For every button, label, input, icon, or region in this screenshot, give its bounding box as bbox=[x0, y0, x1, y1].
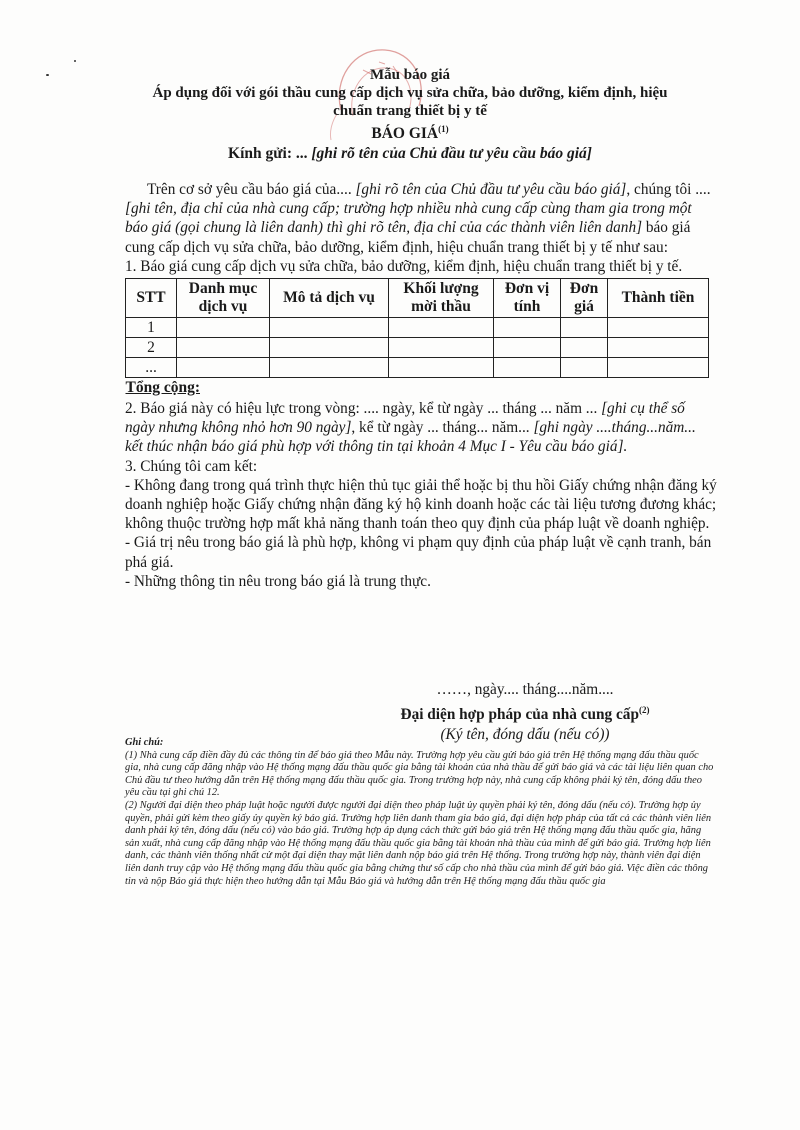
legal-representative: Đại diện hợp pháp của nhà cung cấp$^{(2)}$ bbox=[400, 705, 650, 724]
form-subtitle-line2: chuẩn trang thiết bị y tế bbox=[333, 103, 487, 119]
section-2-validity: 2. Báo giá này có hiệu lực trong vòng: .... ngày, kể từ ngày ... tháng ... năm ... [ghi cụ thể số ngày nhưng không nhỏ hơn 90 ngày], kể từ ngày ... tháng... năm... [ghi ngày ....tháng...năm... kết thúc nhận báo giá phù hợp với thông tin tại khoản 4 Mục I - Yêu cầu báo giá]. bbox=[125, 400, 696, 456]
quote-heading: BÁO GIÁ$^{(1)}$ bbox=[371, 124, 449, 143]
col-unit: Đơn vị tính bbox=[494, 279, 561, 318]
row-number: 1 bbox=[126, 318, 177, 338]
col-total-amount: Thành tiền bbox=[608, 279, 709, 318]
col-service-category: Danh mục dịch vụ bbox=[177, 279, 270, 318]
quote-table bbox=[125, 278, 709, 397]
commitment-item-1: - Không đang trong quá trình thực hiện thủ tục giải thể hoặc bị thu hồi Giấy chứng nhận đăng ký doanh nghiệp hoặc Giấy chứng nhận đăng ký hộ kinh doanh hoặc các tài liệu tương đương khác; không thuộc trường hợp mất khả năng thanh toán theo quy định của pháp luật về doanh nghiệp. bbox=[125, 476, 717, 533]
document-body bbox=[125, 180, 717, 591]
row-number: ... bbox=[126, 358, 177, 378]
sign-instruction: (Ký tên, đóng dấu (nếu có)) bbox=[440, 726, 610, 744]
table-header-row bbox=[126, 279, 709, 318]
table-row bbox=[126, 338, 709, 358]
section-1-heading: 1. Báo giá cung cấp dịch vụ sửa chữa, bảo dưỡng, kiểm định, hiệu chuẩn trang thiết bị y tế. bbox=[125, 257, 683, 275]
row-number: 2 bbox=[126, 338, 177, 358]
signature-block bbox=[330, 680, 720, 745]
commitment-item-3: - Những thông tin nêu trong báo giá là trung thực. bbox=[125, 572, 431, 590]
table-row bbox=[126, 318, 709, 338]
commitment-item-2: - Giá trị nêu trong báo giá là phù hợp, không vi phạm quy định của pháp luật về cạnh tranh, bán phá giá. bbox=[125, 534, 712, 571]
date-line: ……, ngày.... tháng....năm.... bbox=[436, 681, 614, 698]
form-subtitle-line1: Áp dụng đối với gói thầu cung cấp dịch vụ sửa chữa, bảo dưỡng, kiểm định, hiệu bbox=[152, 85, 668, 101]
table-row bbox=[126, 358, 709, 378]
col-unit-price: Đơn giá bbox=[561, 279, 608, 318]
col-invited-volume: Khối lượng mời thầu bbox=[389, 279, 494, 318]
form-title: Mẫu báo giá bbox=[369, 67, 450, 83]
scan-speck bbox=[74, 60, 76, 62]
notes-section bbox=[125, 737, 717, 888]
notes-heading: Ghi chú: bbox=[125, 737, 164, 748]
section-3-heading: 3. Chúng tôi cam kết: bbox=[125, 457, 258, 475]
table-total-row bbox=[126, 378, 709, 398]
intro-paragraph: Trên cơ sở yêu cầu báo giá của.... [ghi rõ tên của Chủ đầu tư yêu cầu báo giá], chúng tôi .... [ghi tên, địa chỉ của nhà cung cấp; trường hợp nhiều nhà cung cấp cùng tham gia trong một báo giá (gọi chung là liên danh) thì ghi rõ tên, địa chỉ của các thành viên liên danh] báo giá cung cấp dịch vụ sửa chữa, bảo dưỡng, kiểm định, hiệu chuẩn trang thiết bị y tế như sau: bbox=[125, 181, 711, 256]
salutation: Kính gửi: ... [ghi rõ tên của Chủ đầu tư yêu cầu báo giá] bbox=[228, 145, 592, 163]
note-2: (2) Người đại diện theo pháp luật hoặc người được người đại diện theo pháp luật ủy quyền phải ký tên, đóng dấu (nếu có). Trường hợp ủy quyền, phải gửi kèm theo giấy ủy quyền ký báo giá. Trường hợp liên danh tham gia báo giá, đại diện hợp pháp của tất cả các thành viên liên danh phải ký tên, đóng dấu (nếu có) vào báo giá. Trường hợp áp dụng cách thức gửi báo giá trên Hệ thống mạng đấu thầu quốc gia, hãng sản xuất, nhà cung cấp đăng nhập vào Hệ thống mạng đấu thầu quốc gia bằng tài khoản nhà thầu của mình để gửi báo giá. Trường hợp liên danh, các thành viên thống nhất cử một đại diện thay mặt liên danh nộp báo giá trên Hệ thống. Trong trường hợp này, thành viên đại diện liên danh truy cập vào Hệ thống mạng đấu thầu quốc gia bằng chứng thư số cấp cho nhà thầu của mình để gửi báo giá. Việc điền các thông tin và nộp Báo giá thực hiện theo hướng dẫn tại Mẫu Báo giá và hướng dẫn trên Hệ thống mạng đấu thầu quốc gia bbox=[125, 799, 712, 887]
total-label: Tổng cộng: bbox=[126, 378, 709, 398]
document-header bbox=[100, 66, 720, 163]
col-service-description: Mô tả dịch vụ bbox=[270, 279, 389, 318]
scan-speck bbox=[46, 74, 49, 76]
note-1: (1) Nhà cung cấp điền đầy đủ các thông tin để báo giá theo Mẫu này. Trường hợp yêu cầu gửi báo giá trên Hệ thống mạng đấu thầu quốc gia, nhà cung cấp đăng nhập vào Hệ thống mạng đấu thầu quốc gia bằng tài khoản của nhà thầu để gửi báo giá và các tài liệu liên quan cho Chủ đầu tư theo hướng dẫn trên Hệ thống mạng đấu thầu quốc gia. Trong trường hợp này, nhà cung cấp không phải ký tên, đóng dấu theo yêu cầu tại ghi chú 12. bbox=[125, 749, 714, 799]
col-stt: STT bbox=[126, 279, 177, 318]
